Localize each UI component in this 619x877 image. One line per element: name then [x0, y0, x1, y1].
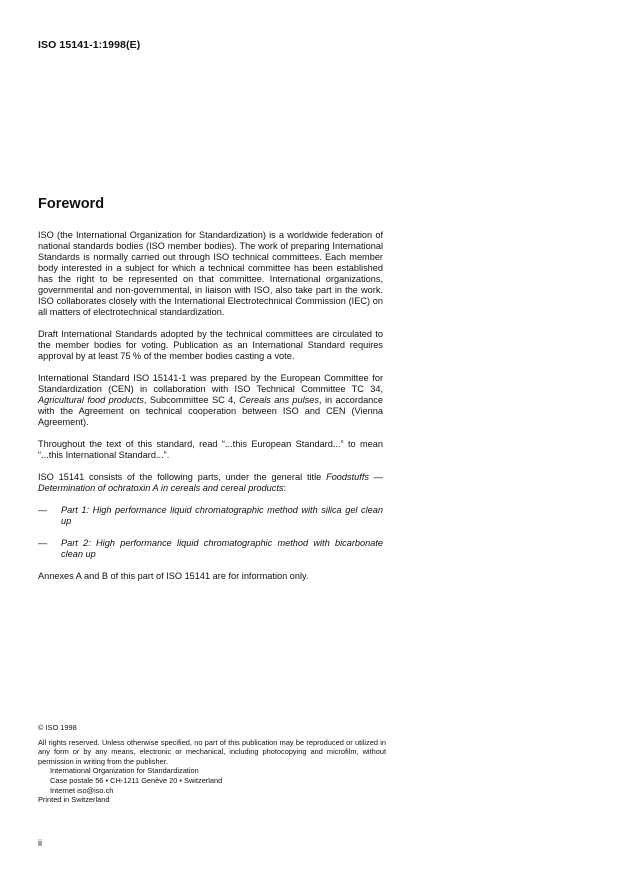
- part-1-item: Part 1: High performance liquid chromatographic method with silica gel clean up: [61, 505, 383, 526]
- page-number: ii: [38, 838, 42, 848]
- dash-bullet: —: [38, 538, 48, 548]
- foreword-paragraph-4: Throughout the text of this standard, read “...this European Standard...” to mean “...this International Standard...”.: [38, 439, 383, 460]
- foreword-title: Foreword: [38, 196, 105, 212]
- foreword-paragraph-3: [38, 373, 383, 428]
- foreword-paragraph-2: Draft International Standards adopted by the technical committees are circulated to the member bodies for voting. Publication as an International Standard requires approval by at least 75 % of the member bodies casting a vote.: [38, 329, 383, 361]
- copyright-footer: [38, 723, 386, 805]
- foreword-paragraph-6: Annexes A and B of this part of ISO 15141 are for information only.: [38, 571, 309, 581]
- para3-italic-1: Agricultural food products: [38, 395, 144, 405]
- para5-text-2: :: [283, 483, 287, 493]
- postal-address: Case postale 56 • CH-1211 Genève 20 • Switzerland: [50, 775, 223, 785]
- foreword-body: [38, 230, 383, 593]
- foreword-paragraph-5: [38, 472, 383, 494]
- document-header: ISO 15141-1:1998(E): [38, 39, 141, 51]
- dash-bullet: —: [38, 505, 48, 515]
- para5-text-1: ISO 15141 consists of the following parts, under the general title: [38, 472, 327, 482]
- para3-text-2: , Subcommittee SC 4,: [143, 395, 240, 405]
- para3-text-3: , in accordance with the Agreement on technical cooperation between ISO and CEN (Vienna Agreement).: [38, 395, 383, 427]
- list-item: [38, 505, 383, 527]
- para3-text-1: International Standard ISO 15141-1 was prepared by the European Committee for Standardization (CEN) in collaboration with ISO Technical Committee TC 34,: [38, 373, 383, 394]
- foreword-paragraph-1: ISO (the International Organization for Standardization) is a worldwide federation of national standards bodies (ISO member bodies). The work of preparing International Standards is normally carried out through ISO technical committees. Each member body interested in a subject for which a technical committee has been established has the right to be represented on that committee. International organizations, governmental and non-governmental, in liaison with ISO, also take part in the work. ISO collaborates closely with the International Electrotechnical Commission (IEC) on all matters of electrotechnical standardization.: [38, 230, 383, 317]
- rights-notice: All rights reserved. Unless otherwise specified, no part of this publication may be reproduced or utilized in any form or by any means, electronic or mechanical, including photocopying and microfilm, without permission in writing from the publisher.: [38, 737, 386, 766]
- para5-italic: Foodstuffs — Determination of ochratoxin A in cereals and cereal products: [38, 472, 383, 493]
- para3-italic-2: Cereals ans pulses: [239, 395, 319, 405]
- printed-in: Printed in Switzerland: [38, 795, 110, 805]
- copyright-line: © ISO 1998: [38, 723, 77, 732]
- internet-address: Internet iso@iso.ch: [50, 785, 114, 795]
- part-2-item: Part 2: High performance liquid chromatographic method with bicarbonate clean up: [61, 538, 383, 559]
- organization-name: International Organization for Standardization: [50, 766, 199, 776]
- list-item: [38, 538, 383, 560]
